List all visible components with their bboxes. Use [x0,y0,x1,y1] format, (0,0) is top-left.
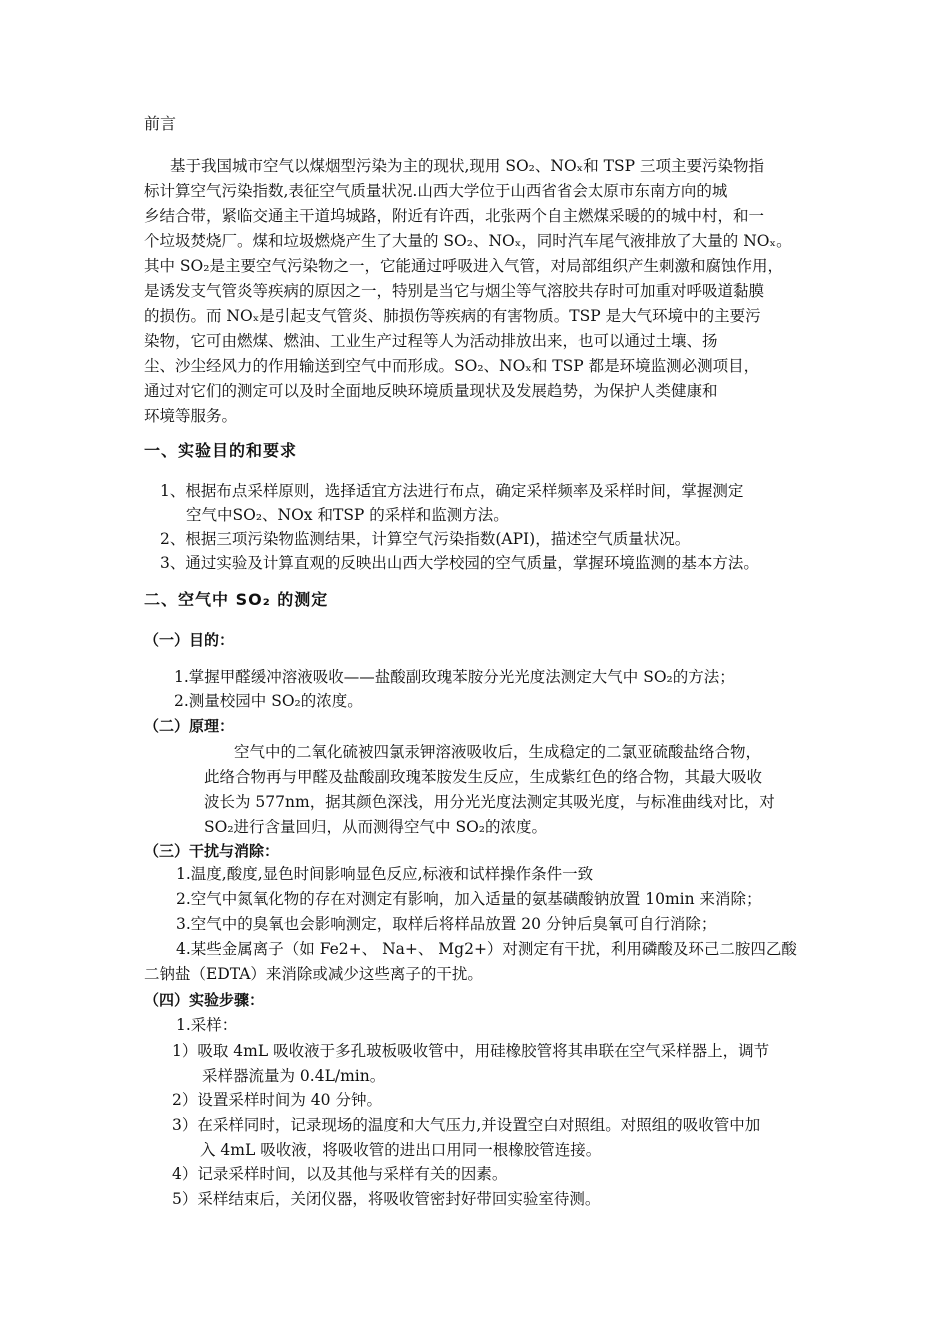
step-line: 5）采样结束后，关闭仪器，将吸收管密封好带回实验室待测。 [172,1190,601,1208]
principle-line: SO₂进行含量回归，从而测得空气中 SO₂的浓度。 [204,818,548,836]
section-heading: 二、空气中 SO₂ 的测定 [144,590,329,609]
intro-line: 其中 SO₂是主要空气污染物之一，它能通过呼吸进入气管，对局部组织产生刺激和腐蚀作用， [144,257,783,275]
interference-line: 2.空气中氮氧化物的存在对测定有影响，加入适量的氨基磺酸钠放置 10min 来消除； [176,890,762,908]
step-line: 入 4mL 吸收液，将吸收管的进出口用同一根橡胶管连接。 [200,1141,602,1159]
intro-line: 个垃圾焚烧厂。煤和垃圾燃烧产生了大量的 SO₂、NOₓ，同时汽车尾气液排放了大量的 NOₓ。 [144,232,792,250]
list-item: 3、通过实验及计算直观的反映出山西大学校园的空气质量，掌握环境监测的基本方法。 [160,554,759,572]
principle-line: 波长为 577nm，据其颜色深浅，用分光光度法测定其吸光度，与标准曲线对比，对 [204,793,775,811]
step-line: 2）设置采样时间为 40 分钟。 [172,1091,382,1109]
interference-line: 1.温度,酸度,显色时间影响显色反应,标液和试样操作条件一致 [176,865,594,883]
principle-line: 此络合物再与甲醛及盐酸副玫瑰苯胺发生反应，生成紫红色的络合物，其最大吸收 [204,768,763,786]
intro-line: 环境等服务。 [144,407,238,425]
step-line: 3）在采样同时，记录现场的温度和大气压力,并设置空白对照组。对照组的吸收管中加 [172,1116,761,1134]
list-item: 空气中SO₂、NOx 和TSP 的采样和监测方法。 [186,506,509,524]
interference-line: 二钠盐（EDTA）来消除或减少这些离子的干扰。 [144,965,483,983]
list-item: 1、根据布点采样原则，选择适宜方法进行布点，确定采样频率及采样时间，掌握测定 [160,482,744,500]
step-sub-label: 1.采样： [176,1016,238,1034]
section-heading: 一、实验目的和要求 [144,441,298,460]
intro-line: 标计算空气污染指数,表征空气质量状况.山西大学位于山西省省会太原市东南方向的城 [144,182,728,200]
subsection-label: （二）原理： [144,717,235,735]
intro-line: 染物，它可由燃煤、燃油、工业生产过程等人为活动排放出来，也可以通过土壤、扬 [144,332,718,350]
intro-line: 通过对它们的测定可以及时全面地反映环境质量现状及发展趋势，为保护人类健康和 [144,382,718,400]
interference-line: 3.空气中的臭氧也会影响测定，取样后将样品放置 20 分钟后臭氧可自行消除； [176,915,717,933]
intro-line: 基于我国城市空气以煤烟型污染为主的现状,现用 SO₂、NOₓ和 TSP 三项主要污染物指 [170,157,764,175]
list-item: 2、根据三项污染物监测结果，计算空气污染指数(API)，描述空气质量状况。 [160,530,691,548]
subsection-label: （一）目的： [144,631,235,649]
intro-line: 的损伤。而 NOₓ是引起支气管炎、肺损伤等疾病的有害物质。TSP 是大气环境中的主要污 [144,307,761,325]
list-item: 1.掌握甲醛缓冲溶液吸收——盐酸副玫瑰苯胺分光光度法测定大气中 SO₂的方法； [174,668,735,686]
intro-line: 尘、沙尘经风力的作用输送到空气中而形成。SO₂、NOₓ和 TSP 都是环境监测必测项目， [144,357,760,375]
intro-line: 乡结合带，紧临交通主干道坞城路，附近有许西，北张两个自主燃煤采暖的的城中村，和一 [144,207,765,225]
subsection-label: （四）实验步骤： [144,991,265,1009]
list-item: 2.测量校园中 SO₂的浓度。 [174,692,363,710]
principle-line: 空气中的二氧化硫被四氯汞钾溶液吸收后，生成稳定的二氯亚硫酸盐络合物， [234,743,762,761]
step-line: 4）记录采样时间，以及其他与采样有关的因素。 [172,1165,508,1183]
page-title: 前言 [144,114,177,133]
step-line: 1）吸取 4mL 吸收液于多孔玻板吸收管中，用硅橡胶管将其串联在空气采样器上，调节 [172,1042,770,1060]
intro-line: 是诱发支气管炎等疾病的原因之一，特别是当它与烟尘等气溶胶共存时可加重对呼吸道黏膜 [144,282,765,300]
subsection-label: （三）干扰与消除： [144,842,280,860]
interference-line: 4.某些金属离子（如 Fe2+、 Na+、 Mg2+）对测定有干扰，利用磷酸及环己二胺四乙酸 [176,940,797,958]
step-line: 采样器流量为 0.4L/min。 [202,1067,386,1085]
